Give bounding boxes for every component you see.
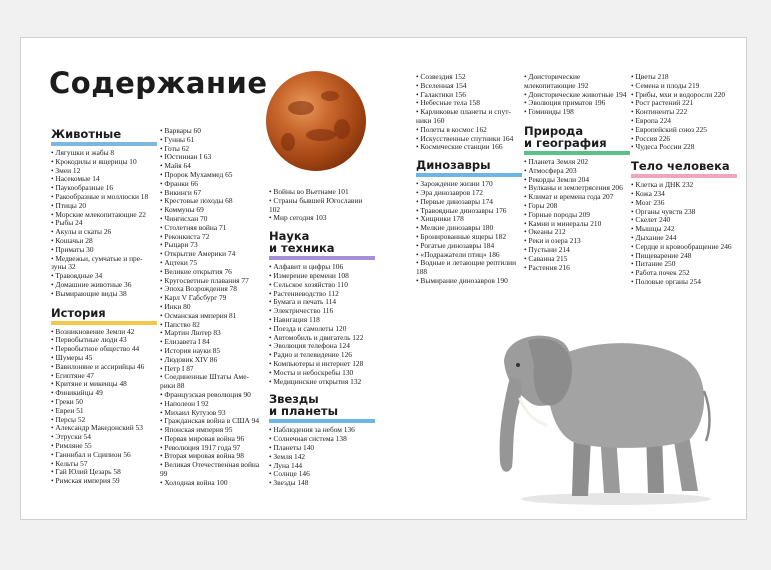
list-item: • Холодная война 100 (160, 477, 228, 487)
list-item: • Рекорды Земли 204 (524, 174, 590, 184)
list-item: • Михаил Кутузов 93 (160, 407, 226, 417)
list-item: • Страны бывшей Югославии 102 (269, 195, 363, 214)
list-item: • Столетняя война 71 (160, 222, 227, 232)
list-item: • Юстиниан I 63 (160, 152, 212, 162)
section-underline (269, 256, 375, 260)
list-item: • Паукообразные 16 (51, 183, 114, 193)
list-item: • Небесные тела 158 (416, 98, 480, 108)
list-item: • Навигация 118 (269, 314, 320, 324)
contents-column-6 (631, 73, 743, 287)
list-item: • Рыцари 73 (160, 240, 198, 250)
list-item: • Эволюция приматов 196 (524, 98, 606, 108)
section-heading-dinos: Динозавры (416, 159, 524, 177)
list-item: • Галактики 156 (416, 89, 466, 99)
list-item: • Мосты и небоскребы 130 (269, 367, 354, 377)
list-item: • Вымирание динозавров 190 (416, 275, 508, 285)
list-item: • Финикийцы 49 (51, 388, 103, 398)
list-item: • Гунны 61 (160, 134, 195, 144)
contents-column-1 (51, 123, 155, 486)
list-item: • Первобытное общество 44 (51, 344, 140, 354)
list-item: • Рыбы 24 (51, 218, 83, 228)
list-item: • Планета Земля 202 (524, 156, 589, 166)
contents-page (20, 37, 747, 520)
section-underline (416, 173, 522, 177)
list-item: • Половые органы 254 (631, 276, 701, 286)
list-item: • Семена и плоды 219 (631, 80, 700, 90)
contents-column-4 (416, 73, 524, 286)
list-item: • Первая мировая война 96 (160, 433, 245, 443)
list-item: • Гай Юлий Цезарь 58 (51, 467, 121, 477)
list-item: • Возникновение Земли 42 (51, 326, 135, 336)
list-item: • Наблюдения за небом 136 (269, 425, 355, 435)
list-item: • Компьютеры и интернет 128 (269, 358, 364, 368)
section-heading-history: История (51, 307, 155, 325)
list-item: • Майя 64 (160, 161, 191, 171)
list-item: • Звезды 148 (269, 478, 309, 488)
list-item: • Травоядные 34 (51, 271, 103, 281)
list-item: • Османская империя 81 (160, 310, 237, 320)
list-item: • Планеты 140 (269, 442, 315, 452)
list-item: • Ракообразные и моллюски 18 (51, 191, 149, 201)
list-item: • Поезда и самолеты 120 (269, 323, 347, 333)
list-item: • Клетка и ДНК 232 (631, 180, 694, 190)
list-item: • Ганнибал и Сципион 56 (51, 449, 131, 459)
list-item: • Морские млекопитающие 22 (51, 209, 146, 219)
list-item: • Вулканы и землетрясения 206 (524, 183, 623, 193)
list-item: • Эпоха Возрождения 78 (160, 284, 237, 294)
list-item: • Революция 1917 года 97 (160, 442, 241, 452)
list-item: • Персы 52 (51, 414, 86, 424)
list-item: • Саванна 215 (524, 253, 568, 263)
list-item: • Созвездия 152 (416, 72, 466, 81)
list-item: • Скелет 240 (631, 215, 671, 225)
list-item: • Континенты 222 (631, 107, 688, 117)
history-list (51, 328, 155, 486)
list-item: • Луна 144 (269, 460, 303, 470)
list-item: • Рост растений 221 (631, 98, 694, 108)
list-item: • Вселенная 154 (416, 80, 467, 90)
list-item: • Акулы и скаты 26 (51, 227, 112, 237)
list-item: • Чудеса России 228 (631, 142, 695, 152)
list-item: • Горы 208 (524, 200, 558, 210)
list-item: • Электричество 116 (269, 306, 334, 316)
list-item: • Эволюция телефона 124 (269, 341, 350, 351)
list-item: • Птицы 20 (51, 200, 87, 210)
list-item: • Россия 226 (631, 133, 671, 143)
list-item: • Ацтеки 75 (160, 257, 198, 267)
list-item: • Эра динозавров 172 (416, 187, 484, 197)
list-item: • Открытие Америки 74 (160, 249, 236, 259)
section-heading-nature: Природа и география (524, 125, 628, 155)
list-item: • Радио и телевидение 126 (269, 350, 352, 360)
section-heading-body: Тело человека (631, 160, 743, 178)
list-item: • Автомобиль и двигатель 122 (269, 332, 364, 342)
list-item: • Травоядные динозавры 176 (416, 205, 507, 215)
list-item: • Доисторические животные 194 (524, 89, 627, 99)
list-item: • Солнечная система 138 (269, 434, 347, 444)
list-item: • Елизавета I 84 (160, 337, 210, 347)
list-item: • Реконкиста 72 (160, 231, 210, 241)
section-underline (269, 419, 375, 423)
list-item: • Александр Македонский 53 (51, 423, 143, 433)
mars-planet-image (266, 71, 366, 171)
list-item: • Пустыни 214 (524, 244, 570, 254)
list-item: • Солнце 146 (269, 469, 310, 479)
list-item: • Крокодилы и ящерицы 10 (51, 156, 137, 166)
list-item: • Океаны 212 (524, 227, 566, 237)
list-item: • Искусственные спутники 164 (416, 133, 514, 143)
list-item: • Вымирающие виды 38 (51, 288, 127, 298)
list-item: • Космические станции 166 (416, 142, 503, 152)
list-item: • Лягушки и жабы 8 (51, 148, 115, 157)
list-item: • Медицинские открытия 132 (269, 376, 362, 386)
animals-list (51, 149, 155, 299)
list-item: • Мартин Лютер 83 (160, 328, 221, 338)
list-item: • Римляне 55 (51, 440, 92, 450)
list-item: • Мозг 236 (631, 197, 665, 207)
list-item: • Египтяне 47 (51, 370, 94, 380)
list-item: • Реки и озера 213 (524, 236, 581, 246)
list-item: • Готы 62 (160, 143, 190, 153)
list-item: • Крестовые походы 68 (160, 196, 233, 206)
list-item: • Питание 250 (631, 259, 676, 269)
list-item: • Мир сегодня 103 (269, 213, 327, 223)
list-item: • Доисторические млекопитающие 192 (524, 72, 589, 90)
list-item: • Атмосфера 203 (524, 165, 577, 175)
list-item: • Водные и летающие рептилии 188 (416, 258, 517, 277)
list-item: • Римская империя 59 (51, 476, 120, 486)
list-item: • Папство 82 (160, 319, 200, 329)
list-item: • Петр I 87 (160, 363, 194, 373)
section-underline (51, 142, 157, 146)
list-item: • Климат и времена года 207 (524, 192, 614, 202)
list-item: • Рогатые динозавры 184 (416, 240, 495, 250)
list-item: • Камни и минералы 210 (524, 218, 602, 228)
list-item: • Великие открытия 76 (160, 266, 232, 276)
list-item: • Варвары 60 (160, 126, 201, 135)
list-item: • Бумага и печать 114 (269, 297, 337, 307)
list-item: • Шумеры 45 (51, 352, 93, 362)
section-heading-animals: Животные (51, 128, 155, 146)
list-item: • Сельское хозяйство 110 (269, 279, 348, 289)
list-item: • Французская революция 90 (160, 389, 251, 399)
list-item: • Насекомые 14 (51, 174, 100, 184)
contents-column-2 (160, 127, 264, 488)
list-item: • Первобытные люди 43 (51, 335, 127, 345)
list-item: • Хищники 178 (416, 214, 464, 224)
list-item: • Великая Отечественная война 99 (160, 460, 260, 479)
page-title: Содержание (49, 66, 268, 100)
section-heading-stars: Звезды и планеты (269, 393, 375, 423)
list-item: • Работа почек 252 (631, 268, 690, 278)
list-item: • Домашние животные 36 (51, 279, 132, 289)
list-item: • Вавилоняне и ассирийцы 46 (51, 361, 145, 371)
list-item: • Кругосветные плавания 77 (160, 275, 249, 285)
list-item: • Евреи 51 (51, 405, 84, 415)
list-item: • Зарождение жизни 170 (416, 179, 493, 189)
list-item: • «Подражатели птиц» 186 (416, 249, 500, 259)
list-item: • История науки 85 (160, 345, 221, 355)
list-item: • Бронированные ящеры 182 (416, 231, 507, 241)
list-item: • Кожа 234 (631, 188, 665, 198)
list-item: • Земля 142 (269, 451, 306, 461)
list-item: • Франки 66 (160, 178, 198, 188)
list-item: • Коммуны 69 (160, 205, 204, 215)
list-item: • Растениеводство 112 (269, 288, 339, 298)
list-item: • Пророк Мухаммед 65 (160, 169, 233, 179)
elephant-image (476, 321, 721, 506)
section-underline (524, 151, 630, 155)
list-item: • Пищеварение 248 (631, 250, 692, 260)
list-item: • Викинги 67 (160, 187, 202, 197)
list-item: • Инки 80 (160, 301, 191, 311)
list-item: • Европа 224 (631, 115, 671, 125)
list-item: • Европейский союз 225 (631, 124, 707, 134)
list-item: • Медвежьи, сумчатые и пре- зуны 32 (51, 253, 143, 272)
list-item: • Войны во Вьетнаме 101 (269, 187, 349, 196)
list-item: • Алфавит и цифры 106 (269, 262, 344, 272)
list-item: • Мелкие динозавры 180 (416, 223, 494, 233)
list-item: • Дыхание 244 (631, 232, 677, 242)
list-item: • Мышцы 242 (631, 224, 675, 234)
list-item: • Змеи 12 (51, 165, 81, 175)
list-item: • Приматы 30 (51, 244, 94, 254)
list-item: • Наполеон I 92 (160, 398, 209, 408)
list-item: • Гражданская война в США 94 (160, 416, 260, 426)
list-item: • Гоминиды 198 (524, 107, 574, 117)
list-item: • Грибы, мхи и водоросли 220 (631, 89, 726, 99)
list-item: • Карликовые планеты и спут- ники 160 (416, 107, 511, 125)
list-item: • Сердце и кровообращение 246 (631, 241, 732, 251)
list-item: • Цветы 218 (631, 72, 669, 81)
section-underline (51, 321, 157, 325)
list-item: • Кошачьи 28 (51, 235, 93, 245)
list-item: • Карл V Габсбург 79 (160, 293, 227, 303)
list-item: • Первые динозавры 174 (416, 196, 493, 206)
list-item: • Чингисхан 70 (160, 213, 208, 223)
list-item: • Органы чувств 238 (631, 206, 696, 216)
list-item: • Горные породы 209 (524, 209, 590, 219)
list-item: • Людовик XIV 86 (160, 354, 218, 364)
list-item: • Растения 216 (524, 262, 570, 272)
section-heading-science: Наука и техника (269, 230, 375, 260)
contents-column-5 (524, 73, 628, 272)
list-item: • Вторая мировая война 98 (160, 451, 244, 461)
section-underline (631, 174, 737, 178)
list-item: • Измерение времени 108 (269, 270, 349, 280)
list-item: • Критяне и микенцы 48 (51, 379, 127, 389)
list-item: • Кельты 57 (51, 458, 88, 468)
list-item: • Японская империя 95 (160, 425, 233, 435)
list-item: • Соединенные Штаты Аме- рики 88 (160, 372, 249, 391)
contents-column-3 (269, 188, 375, 488)
list-item: • Греки 50 (51, 396, 84, 406)
list-item: • Этруски 54 (51, 432, 91, 442)
list-item: • Полеты в космос 162 (416, 124, 487, 134)
